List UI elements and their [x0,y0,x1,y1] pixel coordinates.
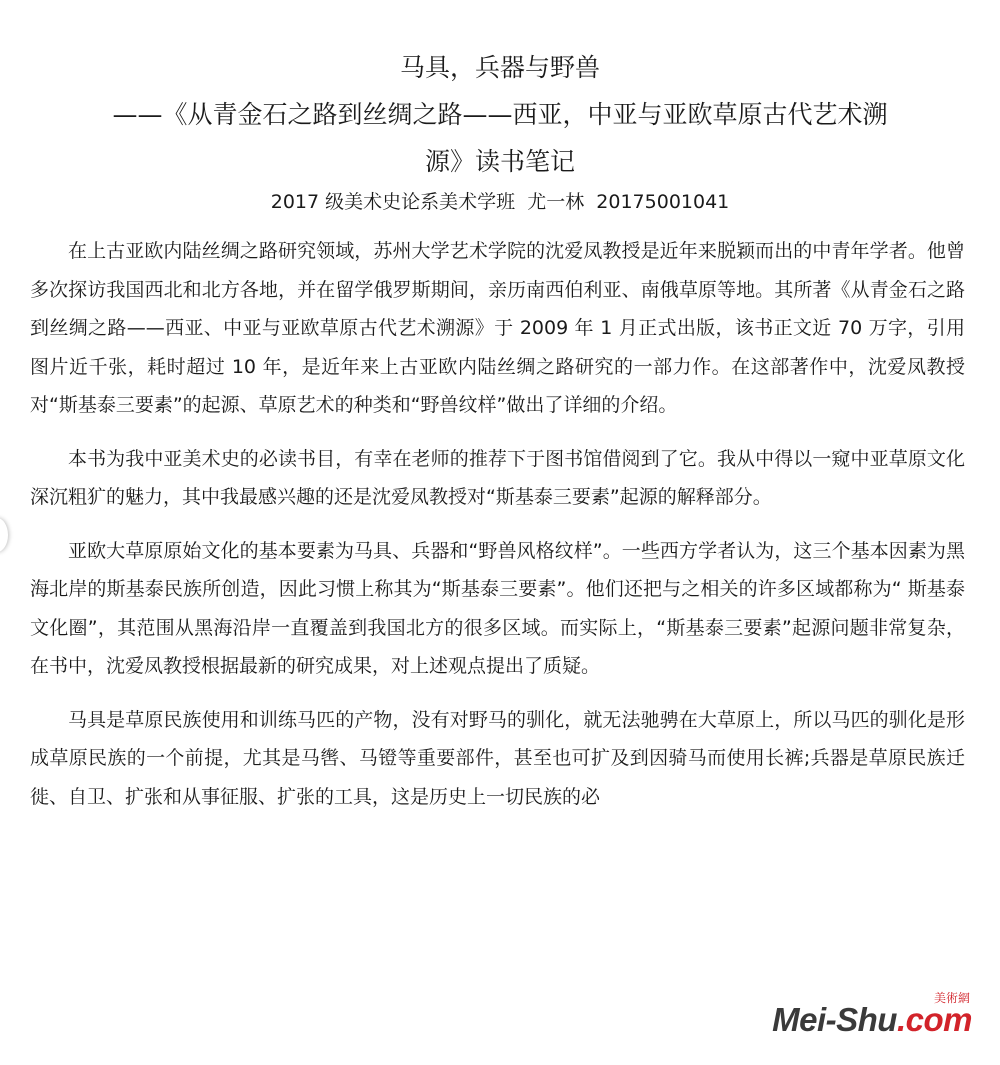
paragraph-2: 本书为我中亚美术史的必读书目，有幸在老师的推荐下于图书馆借阅到了它。我从中得以一窥中亚草原文化深沉粗犷的魅力，其中我最感兴趣的还是沈爱凤教授对“斯基泰三要素”起源的解释部分。 [30,447,965,508]
body-text [30,232,965,831]
site-watermark-logo [762,991,972,1039]
author-byline: 2017 级美术史论系美术学班 尤一林 20175001041 [270,191,730,213]
paragraph-1: 在上古亚欧内陆丝绸之路研究领域，苏州大学艺术学院的沈爱凤教授是近年来脱颖而出的中青年学者。他曾多次探访我国西北和北方各地，并在留学俄罗斯期间，亲历南西伯利亚、南俄草原等地。其所著《从青金石之路到丝绸之路——西亚、中亚与亚欧草原古代艺术溯源》于 2009 年 1 月正式出版，该书正文近 70 万字，引用图片近千张，耗时超过 10 年，是近年来上古亚欧内陆丝绸之路研究的一部力作。在这部著作中，沈爱凤教授对“斯基泰三要素”的起源、草原艺术的种类和“野兽纹样”做出了详细的介绍。 [30,240,965,416]
side-scroll-handle[interactable] [0,518,8,552]
watermark-domain: .com [896,1001,972,1038]
paragraph-4: 马具是草原民族使用和训练马匹的产物，没有对野马的驯化，就无法驰骋在大草原上，所以马匹的驯化是形成草原民族的一个前提，尤其是马辔、马镫等重要部件，甚至也可扩及到因骑马而使用长裤;兵器是草原民族迁徙、自卫、扩张和从事征服、扩张的工具，这是历史上一切民族的必 [30,708,965,808]
watermark-cn-text: 美術網 [933,991,970,1005]
title-line-2: ——《从青金石之路到丝绸之路——西亚，中亚与亚欧草原古代艺术溯 [112,100,888,129]
paragraph-3: 亚欧大草原原始文化的基本要素为马具、兵器和“野兽风格纹样”。一些西方学者认为，这三个基本因素为黑海北岸的斯基泰民族所创造，因此习惯上称其为“斯基泰三要素”。他们还把与之相关的许多区域都称为“ 斯基泰文化圈”，其范围从黑海沿岸一直覆盖到我国北方的很多区域。而实际上，“斯基泰三要素”起源问题非常复杂，在书中，沈爱凤教授根据最新的研究成果，对上述观点提出了质疑。 [30,539,965,677]
document-title [30,44,970,185]
watermark-brand: Mei-Shu [772,1001,897,1038]
title-line-3: 源》读书笔记 [424,147,575,176]
title-line-1: 马具，兵器与野兽 [399,53,600,82]
watermark-main-text [772,1001,972,1039]
